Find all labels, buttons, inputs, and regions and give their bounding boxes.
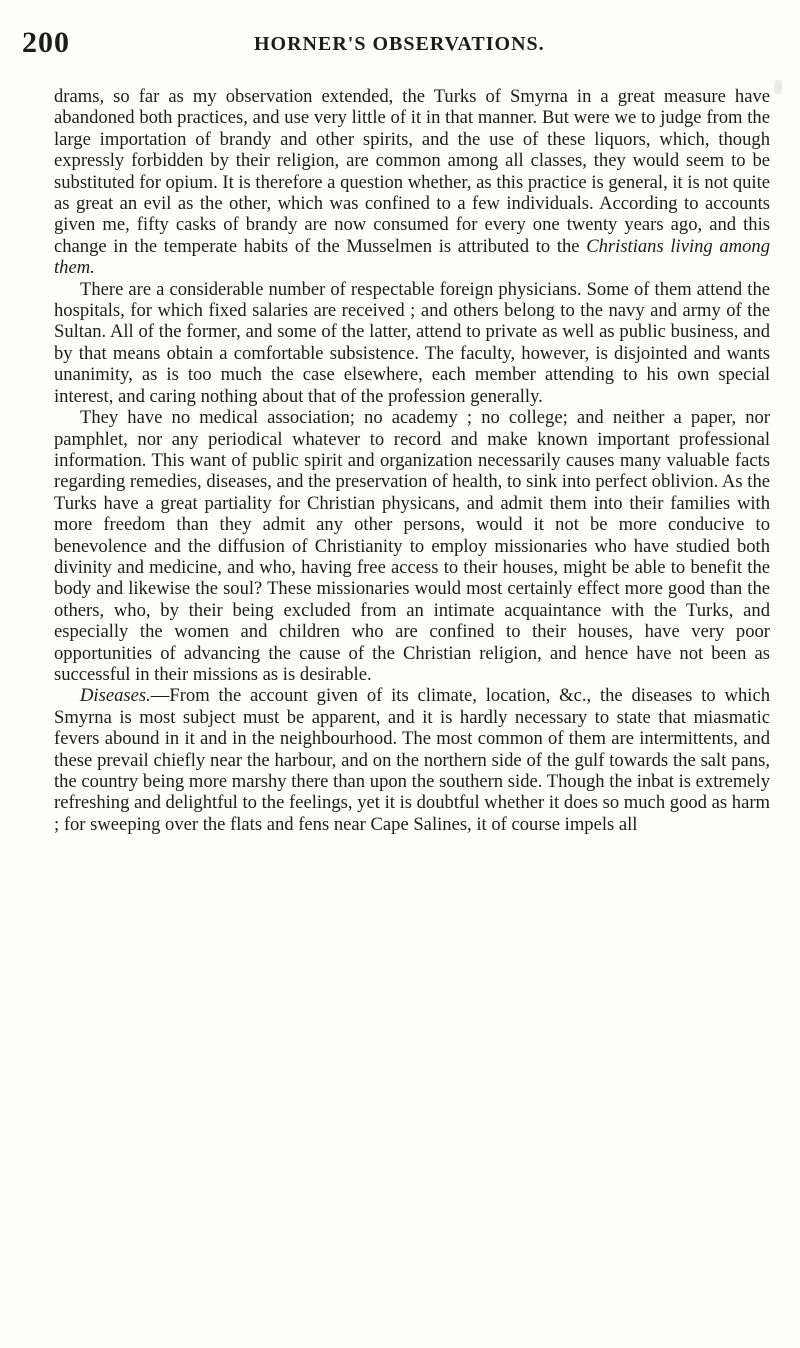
paragraph-text: They have no medical association; no academy ; no college; and neither a paper, nor pamphlet, nor any periodical whatever to record and make known important professional information. This want of public spirit and organization necessarily causes many valuable facts regarding remedies, diseases, and the preservation of health, to sink into perfect oblivion. As the Turks have a great partiality for Christian physicans, and admit them into their families with more freedom than they admit any other persons, would it not be more conducive to benevolence and the diffusion of Christianity to employ missionaries who have studied both divinity and medicine, and who, having free access to their houses, might be able to benefit the body and likewise the soul? These missionaries would most certainly effect more good than the others, who, by their being excluded from an intimate acquaintance with the Turks, and especially the women and children who are confined to their houses, have very poor opportunities of advancing the cause of the Christian religion, and hence have not been as successful in their missions as is desirable. bbox=[54, 407, 770, 685]
paper-speck bbox=[774, 80, 782, 94]
paragraph-text: drams, so far as my observation extended, the Turks of Smyrna in a great measure have abandoned both practices, and use very little of it in that manner. But were we to judge from the large importation of brandy and other spirits, and the use of these liquors, which, though expressly forbidden by their religion, are common among all classes, they would seem to be substituted for opium. It is therefore a question whether, as this practice is general, it is not quite as great an evil as the other, which was confined to a few individuals. According to accounts given me, fifty casks of brandy are now consumed for every one twenty years ago, and this change in the temperate habits of the Musselmen is attributed to the bbox=[54, 86, 770, 257]
page-number: 200 bbox=[22, 26, 70, 59]
paragraph-text-tail: —From the account given of its climate, location, &c., the diseases to which Smyrna is most subject must be apparent, and it is hardly necessary to state that miasmatic fevers abound in it and in the neighbourhood. The most common of them are intermittents, and these prevail chiefly near the harbour, and on the northern side of the gulf towards the salt pans, the country being more marshy there than upon the southern side. Though the inbat is extremely refreshing and delightful to the feelings, yet it is doubtful whether it does so much good as harm ; for sweeping over the flats and fens near Cape Salines, it of course impels all bbox=[54, 685, 770, 835]
paragraph-diseases bbox=[54, 685, 770, 835]
paragraph-opium-and-spirits bbox=[54, 86, 770, 279]
paragraph-foreign-physicians bbox=[54, 279, 770, 407]
running-head: HORNER'S OBSERVATIONS. bbox=[254, 33, 545, 55]
page-header bbox=[22, 26, 758, 66]
body-text bbox=[54, 86, 770, 835]
section-heading-diseases: Diseases. bbox=[80, 685, 151, 707]
italic-phrase: Christians living among them. bbox=[54, 235, 770, 279]
paragraph-text: There are a considerable number of respectable foreign physicians. Some of them attend the hospitals, for which fixed salaries are received ; and others belong to the navy and army of the Sultan. All of the former, and some of the latter, attend to private as well as public business, and by that means obtain a comfortable subsistence. The faculty, however, is disjointed and wants unanimity, as is too much the case elsewhere, each member attending to his own special interest, and caring nothing about that of the profession generally. bbox=[54, 278, 770, 407]
paragraph-medical-association bbox=[54, 407, 770, 685]
